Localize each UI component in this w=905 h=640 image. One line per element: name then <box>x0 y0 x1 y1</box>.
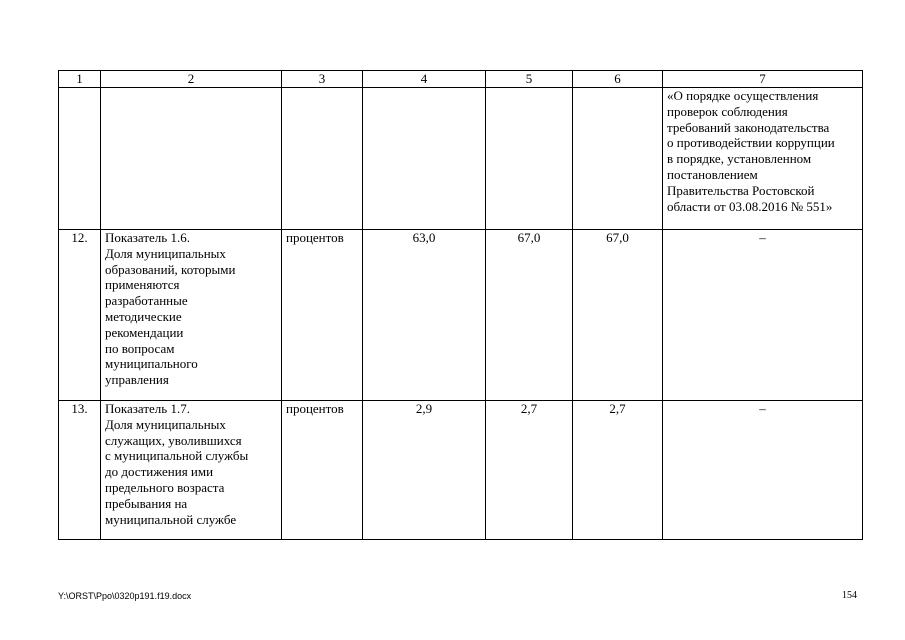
column-header: 2 <box>101 71 282 88</box>
column-header: 4 <box>363 71 486 88</box>
column-header: 6 <box>573 71 663 88</box>
indicator-text: Показатель 1.7. Доля муниципальных служащих, уволившихся с муниципальной службы до достижения ими предельного возраста пребывания на муниципальной службе <box>105 401 249 527</box>
note-text: «О порядке осуществления проверок соблюдения требований законодательства о противодействии коррупции в порядке, установленном постановлением Правительства Ростовской области от 03.08.2016 № 551» <box>667 88 835 214</box>
row-number: 13. <box>59 401 101 540</box>
value-cell-5: 2,7 <box>486 401 573 540</box>
note-cell <box>663 88 863 230</box>
page-number: 154 <box>842 590 857 601</box>
indicator-text: Показатель 1.6. Доля муниципальных образований, которыми применяются разработанные методические рекомендации по вопросам муниципального управления <box>105 230 236 388</box>
unit-cell <box>282 88 363 230</box>
column-header: 1 <box>59 71 101 88</box>
table-row <box>59 88 863 230</box>
value-cell-4 <box>363 88 486 230</box>
unit-cell: процентов <box>282 401 363 540</box>
value-cell-4: 63,0 <box>363 230 486 401</box>
note-cell: – <box>663 401 863 540</box>
value-cell-5 <box>486 88 573 230</box>
indicator-cell <box>101 88 282 230</box>
column-header: 5 <box>486 71 573 88</box>
table-header-row <box>59 71 863 88</box>
indicators-table <box>58 70 863 540</box>
indicator-cell <box>101 401 282 540</box>
row-number: 12. <box>59 230 101 401</box>
note-cell: – <box>663 230 863 401</box>
indicator-cell <box>101 230 282 401</box>
column-header: 3 <box>282 71 363 88</box>
unit-cell: процентов <box>282 230 363 401</box>
value-cell-6: 67,0 <box>573 230 663 401</box>
value-cell-6 <box>573 88 663 230</box>
file-path-footer: Y:\ORST\Ppo\0320p191.f19.docx <box>58 591 192 601</box>
value-cell-5: 67,0 <box>486 230 573 401</box>
value-cell-6: 2,7 <box>573 401 663 540</box>
table-row <box>59 401 863 540</box>
column-header: 7 <box>663 71 863 88</box>
value-cell-4: 2,9 <box>363 401 486 540</box>
row-number <box>59 88 101 230</box>
table-row <box>59 230 863 401</box>
